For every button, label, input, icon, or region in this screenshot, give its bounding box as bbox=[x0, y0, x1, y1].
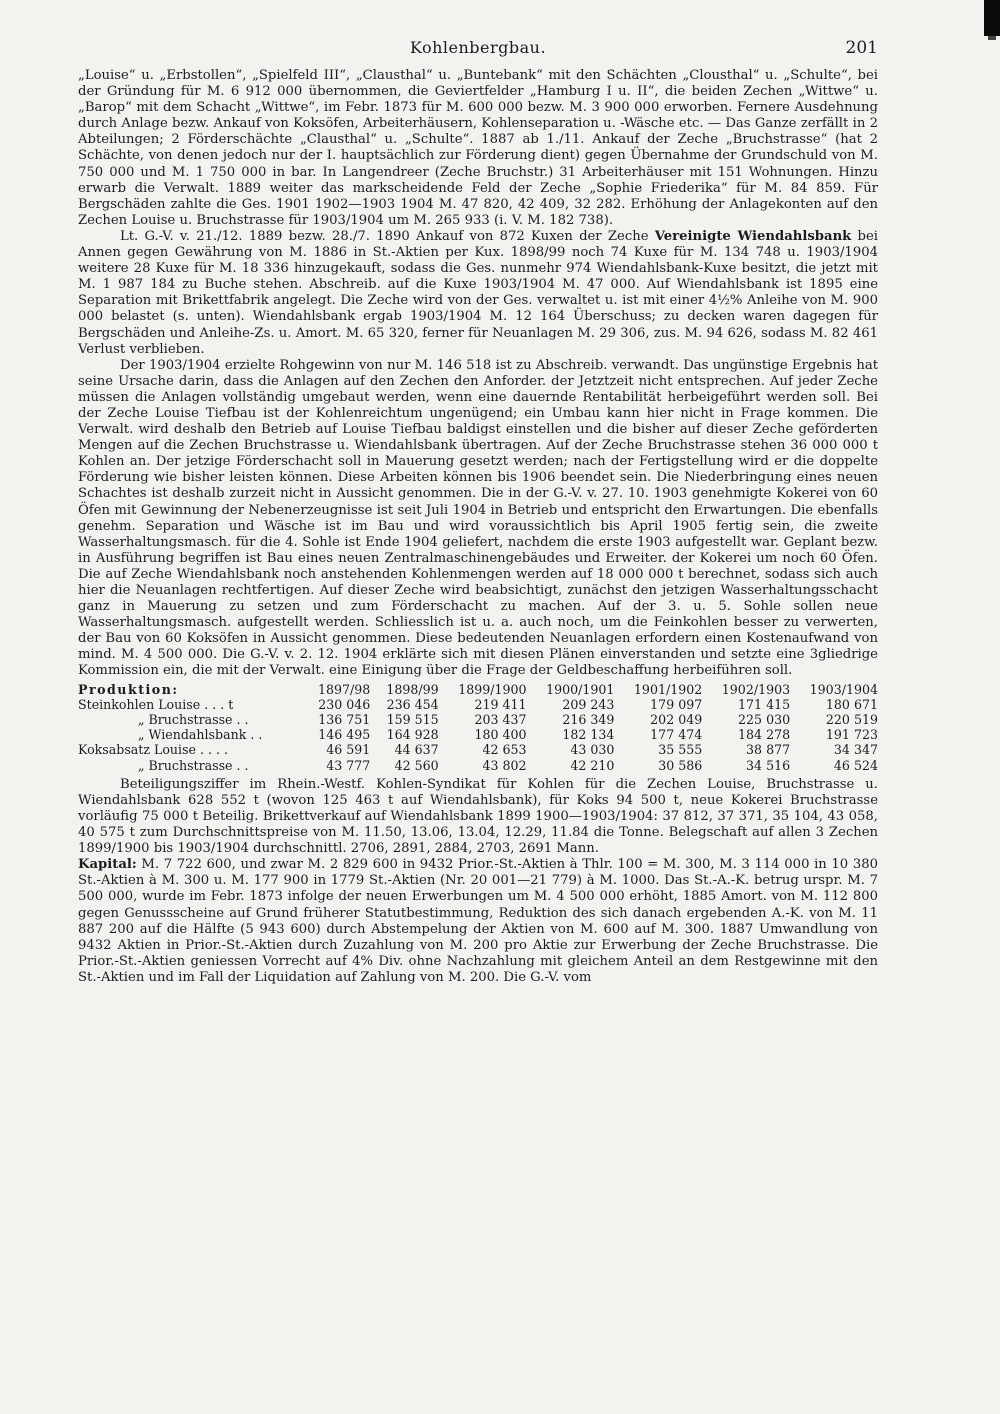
scan-edge-mark bbox=[984, 0, 1000, 36]
table-cell: 202 049 bbox=[650, 711, 703, 727]
table-cell: 216 349 bbox=[562, 711, 615, 727]
paragraph-syndicate: Beteiligungsziffer im Rhein.-Westf. Kohlen-Syndikat für Kohlen für die Zechen Louise, Bruchstrasse u. Wiendahlsbank 628 552 t (wovon 125 463 t auf Wiendahlsbank), für Koks 94 500 t, neue Kokerei Bruchstrasse vorläufig 75 000 t Beteilig. Brikettverkauf auf Wiendahlsbank 1899 1900—1903/1904: 37 812, 37 371, 35 104, 43 058, 40 575 t zum Durchschnittspreise von M. 11.50, 13.06, 13.04, 12.29, 11.84 die Tonne. Belegschaft auf allen 3 Zechen 1899/1900 bis 1903/1904 durchschnittl. 2706, 2891, 2884, 2703, 2691 Mann. bbox=[78, 776, 878, 857]
paragraph-wiendahlsbank-rest: bei Annen gegen Gewährung von M. 1886 in St.-Aktien per Kux. 1898/99 noch 74 Kuxe für M. 134 748 u. 1903/1904 weitere 28 Kuxe für M. 18 336 hinzugekauft, sodass die Ges. nunmehr 974 Wiendahlsbank-Kuxe besitzt, die jetzt mit M. 1 987 184 zu Buche stehen. Abschreib. auf die Kuxe 1903/1904 M. 47 000. Auf Wiendahlsbank ist 1895 eine Separation mit Brikettfabrik angelegt. Die Zeche wird von der Ges. verwaltet u. ist mit einer 4½% Anleihe von M. 900 000 belastet (s. unten). Wiendahlsbank ergab 1903/1904 M. 12 164 Überschuss; zu decken waren dagegen für Bergschäden und Anleihe-Zs. u. Amort. M. 65 320, ferner für Neuanlagen M. 29 306, zus. M. 94 626, sodass M. 82 461 Verlust verblieben. bbox=[78, 228, 879, 357]
table-cell: 171 415 bbox=[738, 696, 791, 712]
year-header: 1902/1903 bbox=[721, 681, 791, 697]
table-row bbox=[78, 727, 878, 742]
paragraph-wiendahlsbank-lead: Lt. G.-V. v. 21./12. 1889 bezw. 28./7. 1890 Ankauf von 872 Kuxen der Zeche bbox=[120, 228, 655, 244]
body-text bbox=[78, 68, 878, 986]
table-row bbox=[78, 712, 878, 727]
table-cell: 30 586 bbox=[658, 757, 703, 773]
page-number: 201 bbox=[845, 38, 878, 58]
paragraph-history: „Louise“ u. „Erbstollen“, „Spielfeld III“, „Clausthal“ u. „Buntebank“ mit den Schächten „Clousthal“ u. „Schulte“, bei der Gründung für M. 6 912 000 übernommen, die Geviertfelder „Hamburg I u. II“, die beiden Zechen „Wittwe“ u. „Barop“ mit dem Schacht „Wittwe“, im Febr. 1873 für M. 600 000 bezw. M. 3 900 000 erworben. Fernere Ausdehnung durch Anlage bezw. Ankauf von Koksöfen, Arbeiterhäusern, Kohlenseparation u. -Wäsche etc. — Das Ganze zerfällt in 2 Abteilungen; 2 Förderschächte „Clausthal“ u. „Schulte“. 1887 ab 1./11. Ankauf der Zeche „Bruchstrasse“ (hat 2 Schächte, von denen jedoch nur der I. hauptsächlich zur Förderung dient) gegen Übernahme der Grundschuld von M. 750 000 und M. 1 750 000 in bar. In Langendreer (Zeche Bruchstr.) 31 Arbeiterhäuser mit 151 Wohnungen. Hinzu erwarb die Verwalt. 1889 weiter das markscheidende Feld der Zeche „Sophie Friederika“ für M. 84 859. Für Bergschäden zahlte die Ges. 1901 1902—1903 1904 M. 47 820, 42 409, 32 282. Erhöhung der Anlagekonten auf den Zechen Louise u. Bruchstrasse für 1903/1904 um M. 265 933 (i. V. M. 182 738). bbox=[78, 68, 878, 228]
year-header: 1899/1900 bbox=[458, 681, 527, 697]
table-cell: 209 243 bbox=[562, 696, 615, 712]
table-cell: 43 802 bbox=[482, 757, 527, 773]
paragraph-results: Der 1903/1904 erzielte Rohgewinn von nur M. 146 518 ist zu Abschreib. verwandt. Das ungünstige Ergebnis hat seine Ursache darin, dass die Anlagen auf den Zechen den Anforder. der Jetztzeit nicht entsprechen. Auf jeder Zeche müssen die Anlagen vollständig umgebaut werden, wenn eine dauernde Rentabilität herbeigeführt werden soll. Bei der Zeche Louise Tiefbau ist der Kohlenreichtum ungenügend; ein Umbau kann hier nicht in Frage kommen. Die Verwalt. wird deshalb den Betrieb auf Louise Tiefbau baldigst einstellen und die bisher auf dieser Zeche geförderten Mengen auf die Zechen Bruchstrasse u. Wiendahlsbank übertragen. Auf der Zeche Bruchstrasse stehen 36 000 000 t Kohlen an. Der jetzige Förderschacht soll in Mauerung gesetzt werden; nach der Fertigstellung wird er die doppelte Förderung wie bisher leisten können. Diese Arbeiten können bis 1906 beendet sein. Die Niederbringung eines neuen Schachtes ist deshalb zurzeit nicht in Aussicht genommen. Die in der G.-V. v. 27. 10. 1903 genehmigte Kokerei von 60 Öfen mit Gewinnung der Nebenerzeugnisse ist seit Juli 1904 in Betrieb und entspricht den Erwartungen. Die ebenfalls genehm. Separation und Wäsche ist im Bau und wird voraussichtlich bis April 1905 fertig sein, die zweite Wasserhaltungsmasch. für die 4. Sohle ist Ende 1904 geliefert, nachdem die erste 1903 aufgestellt war. Geplant bezw. in Ausführung begriffen ist Bau eines neuen Zentralmaschinengebäudes und Erweiter. der Kokerei um noch 60 Öfen. Die auf Zeche Wiendahlsbank noch anstehenden Kohlenmengen werden auf 18 000 000 t berechnet, sodass sich auch hier die Neuanlagen rechtfertigen. Auf dieser Zeche wird beabsichtigt, zunächst den jetzigen Wasserhaltungsschacht ganz in Mauerung zu setzen und zum Förderschacht zu machen. Auf der 3. u. 5. Sohle sollen neue Wasserhaltungsmasch. aufgestellt werden. Schliesslich ist u. a. auch noch, um die Feinkohlen besser zu verwerten, der Bau von 60 Koksöfen in Aussicht genommen. Diese bedeutenden Neuanlagen erfordern einen Kostenaufwand von mind. M. 4 500 000. Die G.-V. v. 2. 12. 1904 erklärte sich mit diesen Plänen einverstanden und setzte eine 3gliedrige Kommission ein, die mit der Verwalt. eine Einigung über die Frage der Geldbeschaffung herbeiführen soll. bbox=[78, 357, 878, 679]
table-row bbox=[78, 697, 878, 712]
production-title: Produktion: bbox=[78, 681, 179, 697]
table-cell: 230 046 bbox=[318, 696, 371, 712]
table-cell: 236 454 bbox=[386, 696, 439, 712]
table-cell: 43 030 bbox=[570, 742, 615, 758]
year-header: 1898/99 bbox=[386, 681, 439, 697]
table-cell: 180 671 bbox=[825, 696, 878, 712]
table-cell: 180 400 bbox=[474, 727, 527, 743]
table-cell: 44 637 bbox=[394, 742, 439, 758]
table-cell: 46 591 bbox=[326, 742, 371, 758]
paragraph-capital-text: M. 7 722 600, und zwar M. 2 829 600 in 9432 Prior.-St.-Aktien à Thlr. 100 = M. 300, M. 3 114 000 in 10 380 St.-Aktien à M. 300 u. M. 177 900 in 1779 St.-Aktien (Nr. 20 001—21 779) à M. 1000. Das St.-A.-K. betrug urspr. M. 7 500 000, wurde im Febr. 1873 infolge der neuen Erwerbungen um M. 4 500 000 erhöht, 1885 Amort. von M. 112 800 gegen Genussscheine auf Grund früherer Statutbestimmung, Reduktion des sich danach ergebenden A.-K. von M. 11 887 200 auf die Hälfte (5 943 600) durch Abstempelung der Aktien von M. 600 auf M. 300. 1887 Umwandlung von 9432 Aktien in Prior.-St.-Aktien durch Zuzahlung von M. 200 pro Aktie zur Erwerbung der Zeche Bruchstrasse. Die Prior.-St.-Aktien geniessen Vorrecht auf 4% Div. ohne Nachzahlung mit gleichem Anteil an dem Restgewinne mit den St.-Aktien und im Fall der Liquidation auf Zahlung von M. 200. Die G.-V. vom bbox=[78, 857, 878, 985]
table-cell: 146 495 bbox=[318, 727, 371, 743]
table-cell: 43 777 bbox=[326, 757, 371, 773]
year-header: 1900/1901 bbox=[546, 681, 615, 697]
capital-heading: Kapital: bbox=[78, 857, 137, 873]
table-cell: 46 524 bbox=[833, 757, 878, 773]
year-header: 1903/1904 bbox=[809, 681, 878, 697]
table-cell: 225 030 bbox=[738, 711, 791, 727]
table-cell: 42 653 bbox=[482, 742, 527, 758]
row-label: Steinkohlen Louise . . . t bbox=[78, 696, 234, 712]
scan-edge-mark-small bbox=[988, 36, 996, 40]
row-label: „ Bruchstrasse . . bbox=[138, 757, 249, 773]
table-cell: 38 877 bbox=[746, 742, 791, 758]
table-cell: 35 555 bbox=[658, 742, 703, 758]
table-cell: 191 723 bbox=[825, 727, 878, 743]
year-header: 1901/1902 bbox=[633, 681, 703, 697]
table-row bbox=[78, 742, 878, 757]
table-cell: 219 411 bbox=[474, 696, 527, 712]
document-page bbox=[78, 38, 878, 986]
table-cell: 42 560 bbox=[394, 757, 439, 773]
table-cell: 159 515 bbox=[386, 711, 439, 727]
row-label: Koksabsatz Louise . . . . bbox=[78, 742, 229, 758]
table-cell: 34 347 bbox=[833, 742, 878, 758]
table-cell: 179 097 bbox=[650, 696, 703, 712]
table-cell: 184 278 bbox=[738, 727, 791, 743]
year-header: 1897/98 bbox=[317, 681, 371, 697]
table-cell: 42 210 bbox=[570, 757, 615, 773]
production-table bbox=[78, 682, 878, 773]
table-cell: 164 928 bbox=[386, 727, 439, 743]
company-name-wiendahlsbank: Vereinigte Wiendahlsbank bbox=[654, 228, 852, 244]
table-cell: 203 437 bbox=[474, 711, 527, 727]
table-cell: 220 519 bbox=[825, 711, 878, 727]
row-label: „ Bruchstrasse . . bbox=[138, 711, 249, 727]
paragraph-capital bbox=[78, 857, 878, 986]
production-header-row bbox=[78, 682, 878, 697]
table-cell: 136 751 bbox=[318, 711, 371, 727]
row-label: „ Wiendahlsbank . . bbox=[138, 727, 263, 743]
table-row bbox=[78, 758, 878, 773]
table-cell: 182 134 bbox=[562, 727, 615, 743]
table-cell: 34 516 bbox=[746, 757, 791, 773]
page-header bbox=[78, 38, 878, 68]
running-title: Kohlenbergbau. bbox=[409, 38, 547, 57]
paragraph-wiendahlsbank bbox=[78, 229, 878, 358]
table-cell: 177 474 bbox=[650, 727, 703, 743]
